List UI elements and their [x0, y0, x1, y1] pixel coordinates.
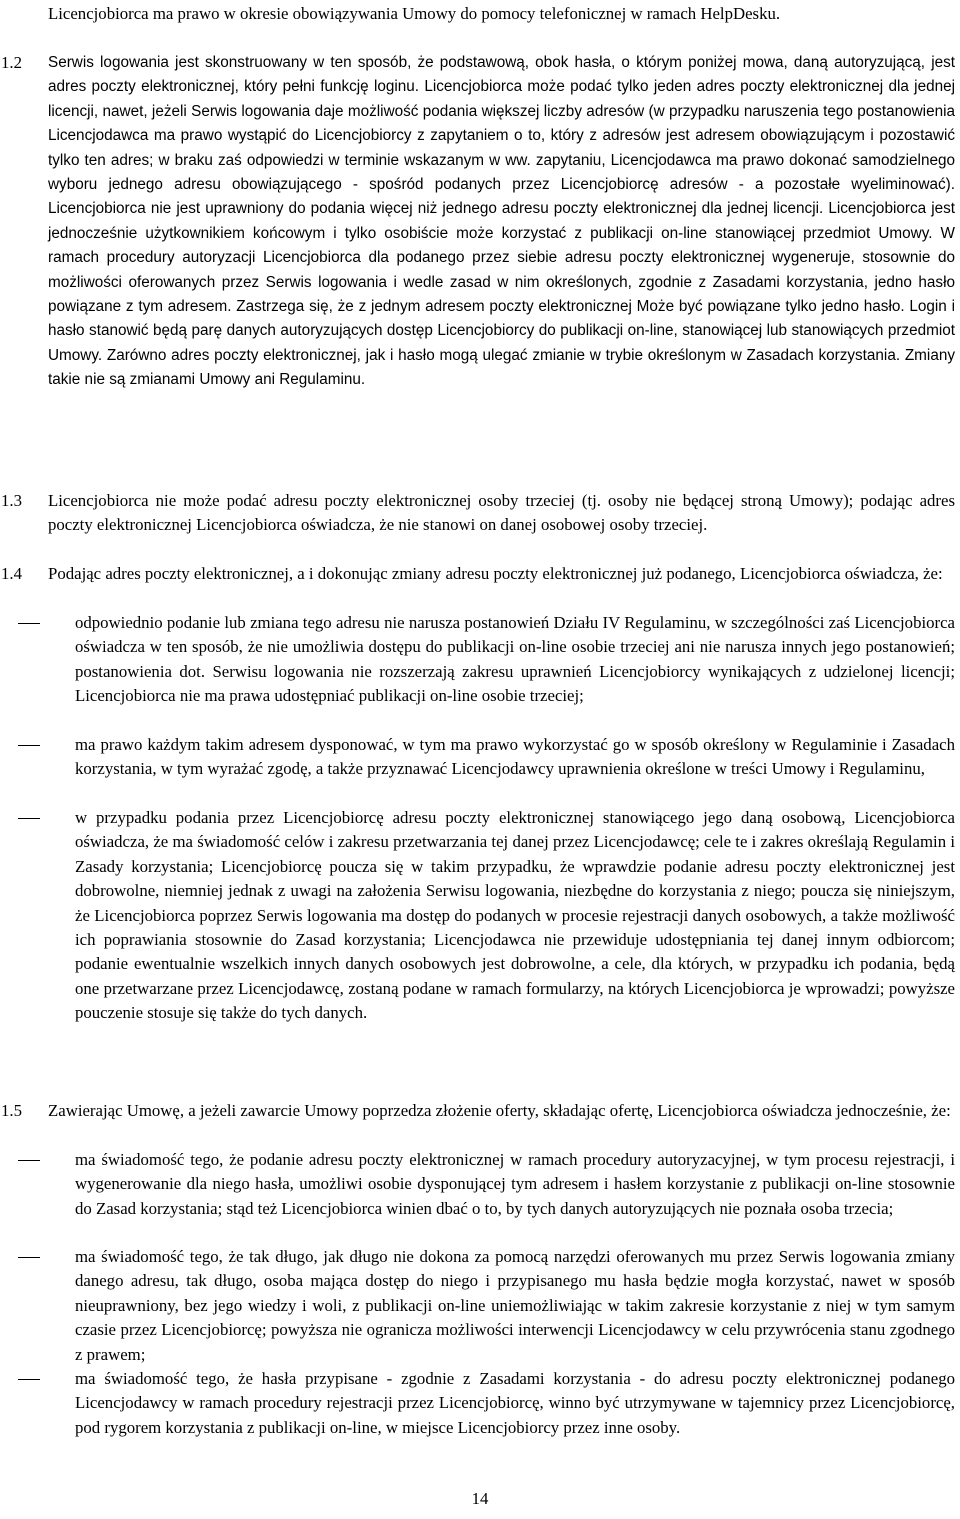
section-number: 1.5: [1, 1101, 22, 1120]
list-item-text: ma świadomość tego, że hasła przypisane - zgodnie z Zasadami korzystania - do adresu poczty elektronicznej podanego Licencjodawcy w ramach procedury rejestracji przez Licencjobiorcę, winno być utrzymywane w tajemnicy przez Licencjobiorcę, pod rygorem korzystania z publikacji on-line, w miejsce Licencjobiorcy przez inne osoby.: [75, 1369, 955, 1437]
section-number: 1.2: [1, 53, 22, 72]
page-number: 14: [471, 1489, 489, 1508]
dash-bullet-icon: [18, 1379, 40, 1380]
list-item-text: ma świadomość tego, że podanie adresu poczty elektronicznej w ramach procedury autoryzacyjnej, w tym procesu rejestracji, i wygenerowanie dla niego hasła, umożliwi osobie dysponującej tym adresem i hasłem korzystanie z publikacji on-line stosownie do Zasad korzystania; stąd też Licencjobiorca winien dbać o to, by tych danych autoryzujących nie poznała osoba trzecia;: [75, 1150, 955, 1218]
dash-bullet-icon: [18, 623, 40, 624]
section-text: Serwis logowania jest skonstruowany w ten sposób, że podstawową, obok hasła, o którym poniżej mowa, daną autoryzującą, jest adres poczty elektronicznej, który pełni funkcję loginu. Licencjobiorca może podać tylko jeden adres poczty elektronicznej dla jednej licencji, nawet, jeżeli Serwis logowania daje możliwość podania większej liczby adresów (w przypadku naruszenia tego postanowienia Licencjodawca ma prawo wystąpić do Licencjobiorcy z zapytaniem o to, który z adresów jest adresem obowiązującym i pozostawić tylko ten adres; w braku zaś odpowiedzi w terminie wskazanym w ww. zapytaniu, Licencjodawca ma prawo dokonać samodzielnego wyboru jednego adresu obowiązującego - spośród podanych przez Licencjobiorcę adresów - a pozostałe wyeliminować). Licencjobiorca nie jest uprawniony do podania więcej niż jednego adresu poczty elektronicznej dla jednej licencji. Licencjobiorca jest jednocześnie użytkownikiem końcowym i tylko osobiście może korzystać z publikacji on-line stanowiącej przedmiot Umowy. W ramach procedury autoryzacji Licencjobiorca dla podanego przez siebie adresu poczty elektronicznej wygeneruje, stosownie do możliwości oferowanych przez Serwis logowania i wedle zasad w nim określonych, zgodnie z Zasadami korzystania, jedno hasło powiązane z tym adresem. Zastrzega się, że z jednym adresem poczty elektronicznej Może być powiązane tylko jedno hasło. Login i hasło stanowić będą parę danych autoryzujących dostęp Licencjobiorcy do publikacji on-line, stanowiącej lub stanowiących przedmiot Umowy. Zarówno adres poczty elektronicznej, jak i hasło mogą ulegać zmianie w trybie określonym w Zasadach korzystania. Zmiany takie nie są zmianami Umowy ani Regulaminu.: [48, 54, 955, 389]
section-number: 1.3: [1, 491, 22, 510]
list-item-text: ma świadomość tego, że tak długo, jak długo nie dokona za pomocą narzędzi oferowanych mu przez Serwis logowania zmiany danego adresu, tak długo, osoba mająca dostęp do niego i przypisanego mu hasła będzie mogła korzystać, nawet w sposób nieuprawniony, bez jego wiedzy i woli, z publikacji on-line uniemożliwiając w takim zakresie korzystanie z niej w tym samym czasie przez Licencjobiorcę; powyższa nie ogranicza możliwości interwencji Licencjodawcy w celu przywrócenia stanu zgodnego z prawem;: [75, 1247, 955, 1364]
section-text: Zawierając Umowę, a jeżeli zawarcie Umowy poprzedza złożenie oferty, składając ofertę, Licencjobiorca oświadcza jednocześnie, że:: [48, 1101, 951, 1120]
section-number: 1.4: [1, 564, 22, 583]
list-item-text: odpowiednio podanie lub zmiana tego adresu nie narusza postanowień Działu IV Regulaminu, w szczególności zaś Licencjobiorca oświadcza w ten sposób, że nie umożliwia dostępu do publikacji on-line osobie trzeciej ani nie narusza innych jego postanowień; postanowienia dot. Serwisu logowania nie rozszerzają zakresu uprawnień Licencjobiorcy wynikających z udzielonej licencji; Licencjobiorca nie ma prawa udostępniać publikacji on-line osobie trzeciej;: [75, 613, 955, 706]
section-text: Podając adres poczty elektronicznej, a i dokonując zmiany adresu poczty elektronicznej już podanego, Licencjobiorca oświadcza, że:: [48, 564, 943, 583]
intro-text: Licencjobiorca ma prawo w okresie obowiązywania Umowy do pomocy telefonicznej w ramach HelpDesku.: [48, 4, 781, 23]
dash-bullet-icon: [18, 745, 40, 746]
section-text: Licencjobiorca nie może podać adresu poczty elektronicznej osoby trzeciej (tj. osoby nie będącej stroną Umowy); podając adres poczty elektronicznej Licencjobiorca oświadcza, że nie stanowi on danej osobowej osoby trzeciej.: [48, 491, 955, 535]
list-item-text: ma prawo każdym takim adresem dysponować, w tym ma prawo wykorzystać go w sposób określony w Regulaminie i Zasadach korzystania, w tym wyrażać zgodę, a także przyznawać Licencjodawcy uprawnienia określone w treści Umowy i Regulaminu,: [75, 735, 955, 779]
dash-bullet-icon: [18, 818, 40, 819]
dash-bullet-icon: [18, 1257, 40, 1258]
dash-bullet-icon: [18, 1160, 40, 1161]
list-item-text: w przypadku podania przez Licencjobiorcę adresu poczty elektronicznej stanowiącego jego daną osobową, Licencjobiorca oświadcza, że ma świadomość celów i zakresu przetwarzania tej danej przez Licencjodawcę; cele te i zakres określają Regulamin i Zasady korzystania; Licencjobiorcę poucza się w takim przypadku, że wprawdzie podanie adresu poczty elektronicznej jest dobrowolne, niemniej jednak z uwagi na założenia Serwisu logowania, niezbędne do korzystania z niego; poucza się niniejszym, że Licencjobiorca poprzez Serwis logowania ma dostęp do podanych w procesie rejestracji danych osobowych, a także możliwość ich poprawiania stosownie do Zasad korzystania; Licencjodawca nie przewiduje udostępniania tej danej innym odbiorcom; podanie ewentualnie wszelkich innych danych osobowych jest dobrowolne, a cele, dla których, w przypadku ich podania, będą one przetwarzane przez Licencjodawcę, zostaną podane w ramach formularzy, na których Licencjobiorca je wprowadzi; powyższe pouczenie stosuje się także do tych danych.: [75, 808, 955, 1023]
